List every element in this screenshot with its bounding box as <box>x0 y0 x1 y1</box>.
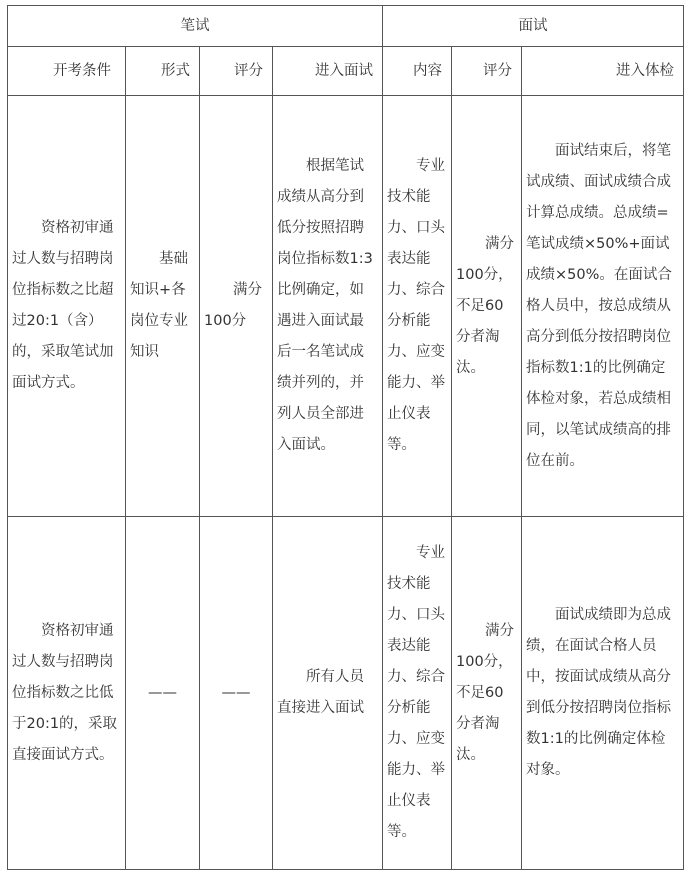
cell-to-interview: 所有人员直接进入面试 <box>273 517 383 870</box>
cell-condition: 资格初审通过人数与招聘岗位指标数之比低于20:1的，采取直接面试方式。 <box>8 517 126 870</box>
header-to-interview: 进入面试 <box>273 47 383 96</box>
header-condition: 开考条件 <box>8 47 126 96</box>
group-header-row <box>8 6 684 47</box>
table-row <box>8 96 684 517</box>
cell-interview-score: 满分100分，不足60分者淘汰。 <box>452 517 522 870</box>
column-header-row <box>8 47 684 96</box>
cell-to-exam: 面试结束后，将笔试成绩、面试成绩合成计算总成绩。总成绩=笔试成绩×50%+面试成绩×50%。在面试合格人员中，按总成绩从高分到低分按招聘岗位指标数1:1的比例确定体检对象，若总成绩相同，以笔试成绩高的排位在前。 <box>522 96 684 517</box>
written-group-header: 笔试 <box>8 6 383 47</box>
cell-written-form: —— <box>126 517 200 870</box>
cell-written-score: —— <box>200 517 273 870</box>
header-written-score: 评分 <box>200 47 273 96</box>
cell-interview-content: 专业技术能力、口头表达能力、综合分析能力、应变能力、举止仪表等。 <box>383 96 452 517</box>
header-written-form: 形式 <box>126 47 200 96</box>
table-row <box>8 517 684 870</box>
cell-interview-score: 满分100分，不足60分者淘汰。 <box>452 96 522 517</box>
cell-to-exam: 面试成绩即为总成绩，在面试合格人员中，按面试成绩从高分到低分按招聘岗位指标数1:1的比例确定体检对象。 <box>522 517 684 870</box>
interview-group-header: 面试 <box>383 6 684 47</box>
header-interview-score: 评分 <box>452 47 522 96</box>
cell-condition: 资格初审通过人数与招聘岗位指标数之比超过20:1（含）的，采取笔试加面试方式。 <box>8 96 126 517</box>
cell-interview-content: 专业技术能力、口头表达能力、综合分析能力、应变能力、举止仪表等。 <box>383 517 452 870</box>
recruitment-exam-table <box>7 5 684 870</box>
header-interview-content: 内容 <box>383 47 452 96</box>
cell-written-form: 基础知识+各岗位专业知识 <box>126 96 200 517</box>
header-to-exam: 进入体检 <box>522 47 684 96</box>
cell-written-score: 满分100分 <box>200 96 273 517</box>
cell-to-interview: 根据笔试成绩从高分到低分按照招聘岗位指标数1:3比例确定，如遇进入面试最后一名笔试成绩并列的，并列人员全部进入面试。 <box>273 96 383 517</box>
